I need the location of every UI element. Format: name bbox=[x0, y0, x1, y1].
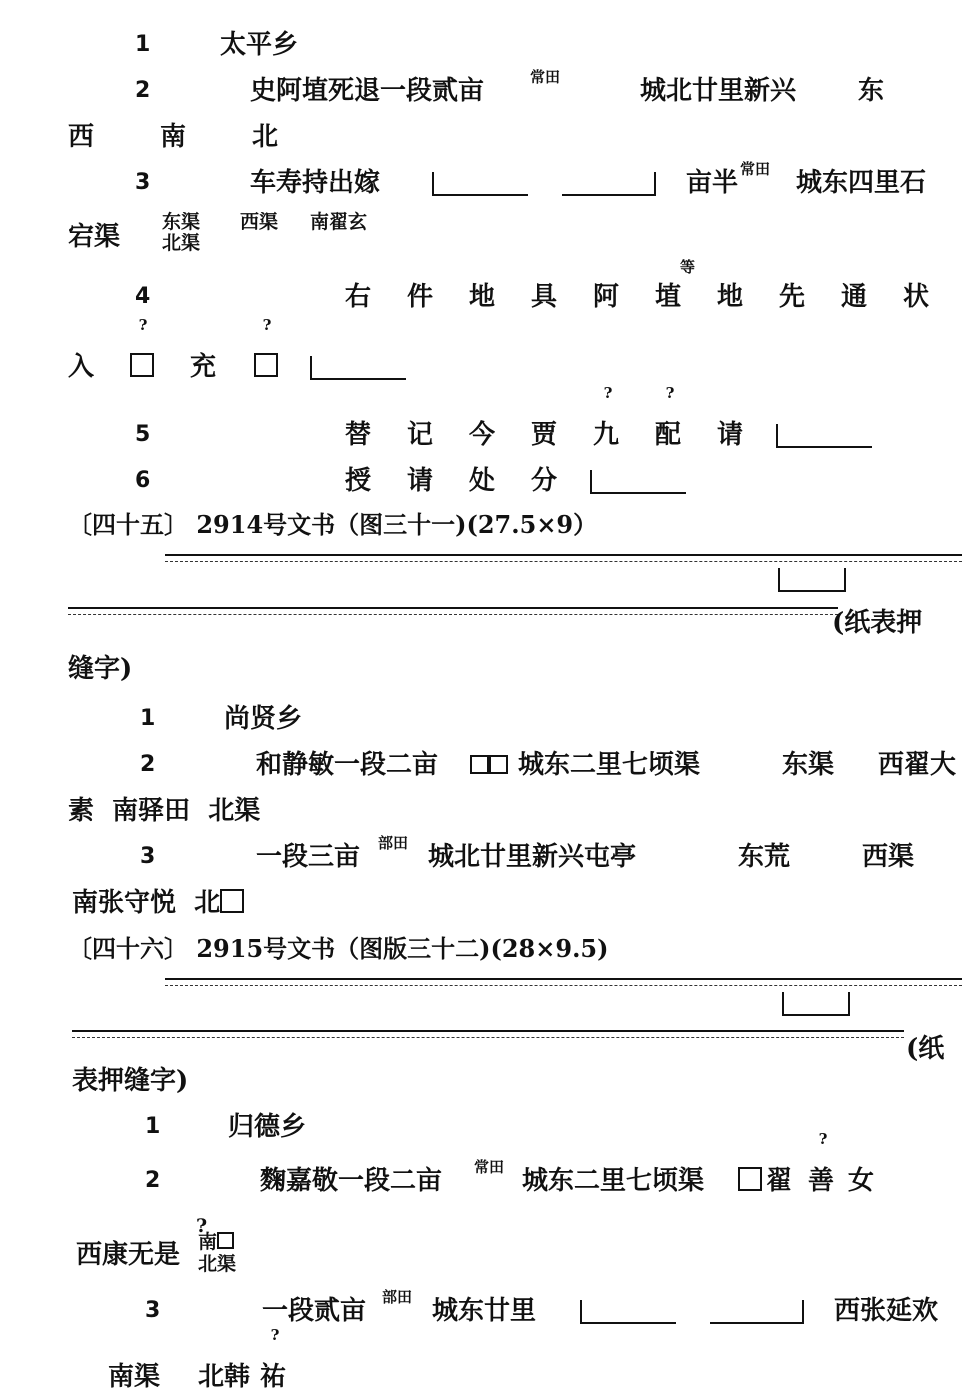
doc44-line2-cont: 西 南 北 bbox=[68, 122, 279, 152]
seam-line-top-dashed bbox=[165, 561, 962, 562]
doc44-line3-cont: 宕渠 东渠 北渠 西渠 南翟玄 bbox=[68, 211, 368, 254]
lacuna-mark bbox=[710, 1300, 804, 1324]
missing-char-box bbox=[130, 353, 154, 377]
doc45-line3-cont: 南张守悦 北 bbox=[0, 880, 980, 926]
seam-line-top bbox=[165, 554, 962, 556]
doc46-header: 〔四十六〕 2915号文书（图版三十二)(28×9.5) bbox=[68, 934, 609, 963]
doc44-line4-cont: 入 ? 充 ? bbox=[0, 344, 980, 390]
missing-char-box bbox=[217, 1232, 234, 1249]
lacuna-mark bbox=[580, 1300, 676, 1324]
seal45-note: (纸表押 bbox=[832, 608, 923, 638]
doc46-line3: 3 一段贰亩 部田 城东廿里 西张延欢 bbox=[145, 1288, 939, 1326]
doc44-line2: 2 史阿埴死退一段贰亩 常田 城北廿里新兴 东 bbox=[135, 68, 885, 106]
doc46-line3-cont: 南渠 北韩 ? 祐 bbox=[108, 1326, 287, 1392]
seal-stub bbox=[782, 992, 850, 1016]
lacuna-mark bbox=[432, 172, 528, 196]
missing-char-box bbox=[489, 755, 508, 774]
doc45-line3: 3 一段三亩 部田 城北廿里新兴屯亭 东荒 西渠 bbox=[140, 834, 915, 872]
doc45-line2: 2 和静敏一段二亩 城东二里七顷渠 东渠 西翟大 bbox=[140, 750, 957, 780]
doc44-line5: 5 替 记 今 贾 ? 九 ? 配 请 bbox=[0, 412, 980, 458]
doc44-line4: 4 右 件 地 具 阿 埴 等 地 先 通 状 bbox=[135, 258, 930, 312]
doc45-header: 〔四十五〕 2914号文书（图三十一)(27.5×9） bbox=[68, 510, 598, 539]
doc45-line2-cont: 素 南驿田 北渠 bbox=[68, 796, 261, 826]
lacuna-mark bbox=[562, 172, 656, 196]
missing-char-box bbox=[738, 1167, 762, 1191]
seal46-note: (纸 bbox=[906, 1034, 945, 1064]
missing-char-box bbox=[254, 353, 278, 377]
seam-line-top-dashed bbox=[165, 985, 962, 986]
doc46-line2-cont: 西康无是 ? 南 北渠 bbox=[76, 1215, 237, 1275]
doc46-line1: 1 归德乡 bbox=[145, 1112, 307, 1142]
seal46-note-cont: 表押缝字) bbox=[72, 1066, 189, 1096]
lacuna-mark bbox=[310, 356, 406, 380]
missing-char-box bbox=[220, 889, 244, 913]
doc46-line2: 2 麴嘉敬一段二亩 常田 城东二里七顷渠 翟 ? 善 女 bbox=[145, 1130, 875, 1196]
doc44-line6: 6 授 请 处 分 bbox=[0, 458, 980, 504]
seal-stub bbox=[778, 568, 846, 592]
lacuna-mark bbox=[776, 424, 872, 448]
doc44-line1: 1 太平乡 bbox=[135, 30, 299, 60]
seam-line-top bbox=[165, 978, 962, 980]
doc45-line1: 1 尚贤乡 bbox=[140, 704, 303, 734]
doc44-line3: 3 车寿持出嫁 亩半 常田 城东四里石 bbox=[135, 160, 927, 198]
missing-char-box bbox=[470, 755, 489, 774]
lacuna-mark bbox=[590, 470, 686, 494]
seal45-note-cont: 缝字) bbox=[68, 654, 133, 684]
